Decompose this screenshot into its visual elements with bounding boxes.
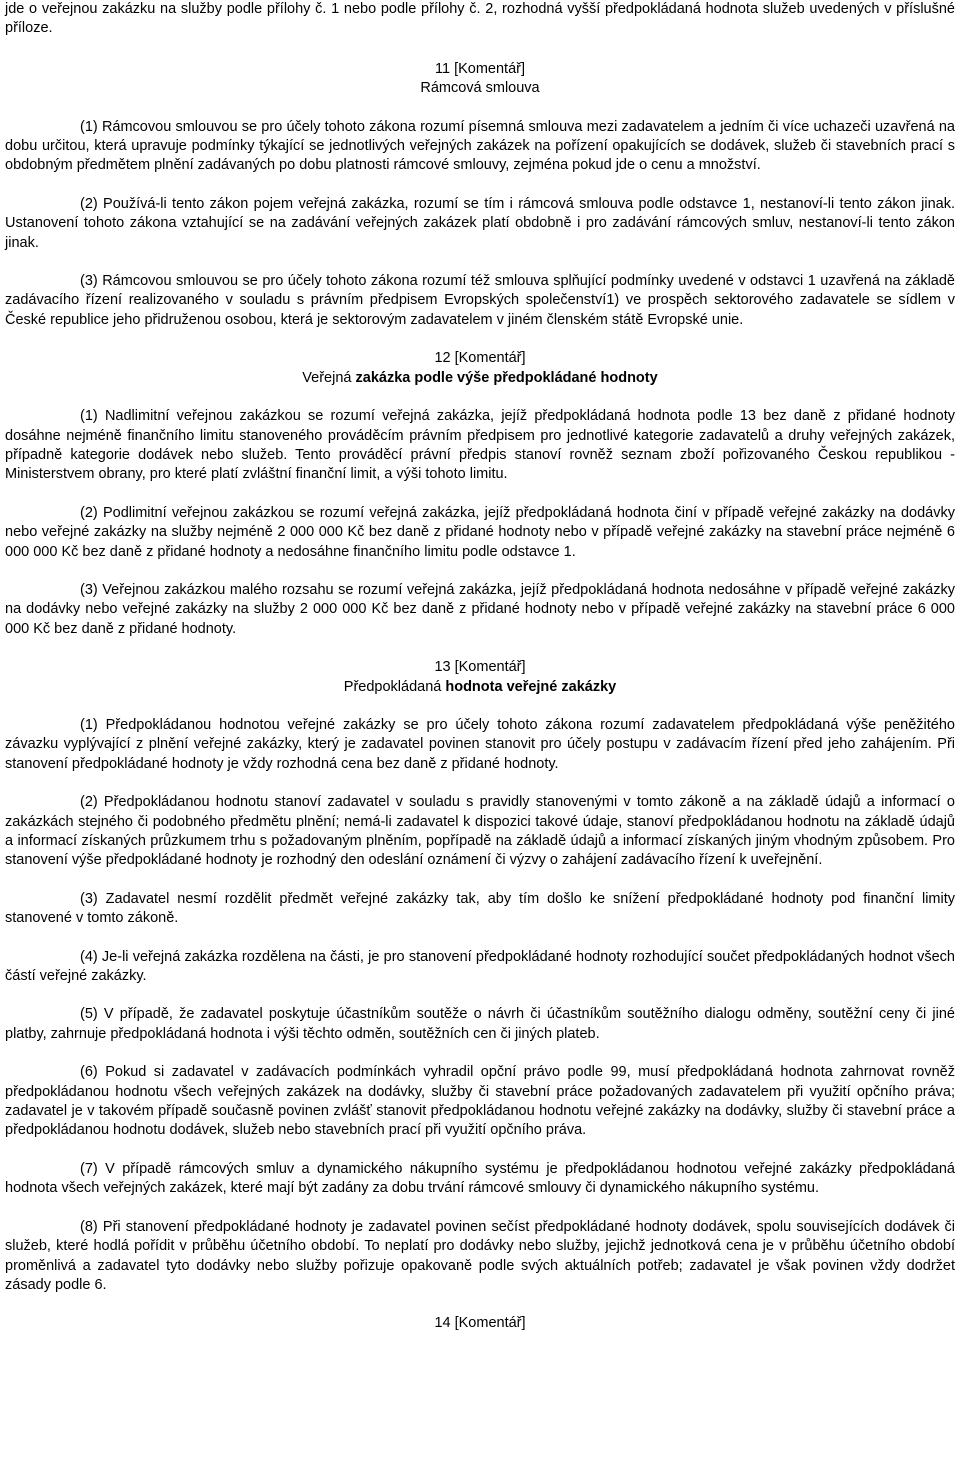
paragraph: (8) Při stanovení předpokládané hodnoty je zadavatel povinen sečíst předpokládané hodnoty dodávek, spolu souvisejících dodávek či služeb, které hodlá pořídit v průběhu účetního období. To neplatí pro dodávky nebo služby, jejichž jednotková cena je v průběhu účetního období proměnlivá a zadavatel tyto dodávky nebo služby pořizuje opakovaně podle svých aktuálních potřeb; zadavatel je však povinen vždy dodržet zásady podle 6. xyxy=(5,1218,955,1293)
paragraph: (1) Předpokládanou hodnotou veřejné zakázky se pro účely tohoto zákona rozumí zadavatelem předpokládaná výše peněžitého závazku vyplývající z plnění veřejné zakázky, který je zadavatel povinen stanovit pro účely postupu v zadávacím řízení před jeho zahájením. Při stanovení předpokládané hodnoty je vždy rozhodná cena bez daně z přidané hodnoty. xyxy=(5,716,955,772)
document-page xyxy=(5,0,955,1353)
section-number: 11 [Komentář] xyxy=(434,60,525,77)
paragraph: (1) Nadlimitní veřejnou zakázkou se rozumí veřejná zakázka, jejíž předpokládaná hodnota podle 13 bez daně z přidané hodnoty dosáhne nejméně finančního limitu stanoveného prováděcím právním předpisem pro jednotlivé kategorie zadavatelů a druhy veřejných zakázek, případně kategorie dodávek nebo služeb. Tento prováděcí právní předpis stanoví rovněž seznam zboží pořizovaného Českou republikou - Ministerstvem obrany, pro které platí zvláštní finanční limit, a výši tohoto limitu. xyxy=(5,408,955,483)
paragraph: (3) Zadavatel nesmí rozdělit předmět veřejné zakázky tak, aby tím došlo ke snížení předpokládané hodnoty pod finanční limity stanovené v tomto zákoně. xyxy=(5,890,955,927)
section-number: 14 [Komentář] xyxy=(434,1315,526,1332)
intro-paragraph: jde o veřejnou zakázku na služby podle přílohy č. 1 nebo podle přílohy č. 2, rozhodná vyšší předpokládaná hodnota služeb uvedených v příslušné příloze. xyxy=(5,1,955,37)
paragraph: (7) V případě rámcových smluv a dynamického nákupního systému je předpokládanou hodnotou veřejné zakázky předpokládaná hodnota všech veřejných zakázek, které mají být zadány za dobu trvání rámcové smlouvy či dynamického nákupního systému. xyxy=(5,1160,955,1197)
section-14-heading xyxy=(5,1314,955,1333)
paragraph: (3) Rámcovou smlouvou se pro účely tohoto zákona rozumí též smlouva splňující podmínky uvedené v odstavci 1 uzavřená na základě zadávacího řízení realizovaného v souladu s právním předpisem Evropských společenství1) ve prospěch sektorového zadavatele se sídlem v České republice jeho přidruženou osobou, která je sektorovým zadavatelem v jiném členském státě Evropské unie. xyxy=(5,273,955,328)
section-title: Rámcová smlouva xyxy=(420,80,540,97)
section-13-heading xyxy=(5,658,955,697)
paragraph: (5) V případě, že zadavatel poskytuje účastníkům soutěže o návrh či účastníkům soutěžního dialogu odměny, soutěžní ceny či jiné platby, zahrnuje předpokládaná hodnota i výši těchto odměn, soutěžních cen či jiných plateb. xyxy=(5,1006,955,1042)
paragraph: (1) Rámcovou smlouvou se pro účely tohoto zákona rozumí písemná smlouva mezi zadavatelem a jedním či více uchazeči uzavřená na dobu určitou, která upravuje podmínky týkající se jednotlivých veřejných zakázek na pořízení opakujících se dodávek, služeb či stavebních prací s obdobným předmětem plnění zadávaných po dobu platnosti rámcové smlouvy, zejména pokud jde o cenu a množství. xyxy=(5,118,955,174)
section-title: Předpokládaná hodnota veřejné zakázky xyxy=(343,678,617,695)
paragraph: (2) Předpokládanou hodnotu stanoví zadavatel v souladu s pravidly stanovenými v tomto zákoně a na základě údajů a informací o zakázkách stejného či podobného předmětu plnění; nemá-li zadavatel k dispozici takové údaje, stanoví předpokládanou hodnotu na základě údajů a informací získaných průzkumem trhu s požadovaným plněním, popřípadě na základě údajů a informací získaných jiným vhodným způsobem. Pro stanovení výše předpokládané hodnoty je rozhodný den odeslání oznámení či výzvy o zahájení zadávacího řízení k uveřejnění. xyxy=(5,794,955,869)
section-title: Veřejná zakázka podle výše předpokládané hodnoty xyxy=(302,369,658,386)
paragraph: (3) Veřejnou zakázkou malého rozsahu se rozumí veřejná zakázka, jejíž předpokládaná hodnota nedosáhne v případě veřejné zakázky na dodávky nebo veřejné zakázky na služby 2 000 000 Kč bez daně z přidané hodnoty nebo v případě veřejné zakázky na stavební práce 6 000 000 Kč bez daně z přidané hodnoty. xyxy=(5,581,955,637)
paragraph: (2) Používá-li tento zákon pojem veřejná zakázka, rozumí se tím i rámcová smlouva podle odstavce 1, nestanoví-li tento zákon jinak. Ustanovení tohoto zákona vztahující se na zadávání veřejných zakázek platí obdobně i pro zadávání rámcových smluv, nestanoví-li tento zákon jinak. xyxy=(5,195,955,251)
paragraph: (4) Je-li veřejná zakázka rozdělena na části, je pro stanovení předpokládané hodnoty rozhodující součet předpokládaných hodnot všech částí veřejné zakázky. xyxy=(5,948,955,985)
paragraph: (6) Pokud si zadavatel v zadávacích podmínkách vyhradil opční právo podle 99, musí předpokládaná hodnota zahrnovat rovněž předpokládanou hodnotu všech veřejných zakázek na dodávky, služby či stavební práce požadovaných zadavatelem při využití opčního práva; zadavatel je v takovém případě současně povinen zvlášť stanovit předpokládanou hodnotu veřejné zakázky na dodávky, služby či stavební práce a předpokládanou hodnotu dodávek, služeb nebo stavebních prací při využití opčního práva. xyxy=(5,1064,955,1139)
section-12-heading xyxy=(5,349,955,388)
paragraph: (2) Podlimitní veřejnou zakázkou se rozumí veřejná zakázka, jejíž předpokládaná hodnota činí v případě veřejné zakázky na dodávky nebo veřejné zakázky na služby nejméně 2 000 000 Kč bez daně z přidané hodnoty nebo v případě veřejné zakázky na stavební práce nejméně 6 000 000 Kč bez daně z přidané hodnoty a nedosáhne finančního limitu podle odstavce 1. xyxy=(5,504,955,560)
section-number: 12 [Komentář] xyxy=(434,350,526,367)
section-number: 13 [Komentář] xyxy=(434,659,526,676)
section-11-heading xyxy=(5,60,955,99)
